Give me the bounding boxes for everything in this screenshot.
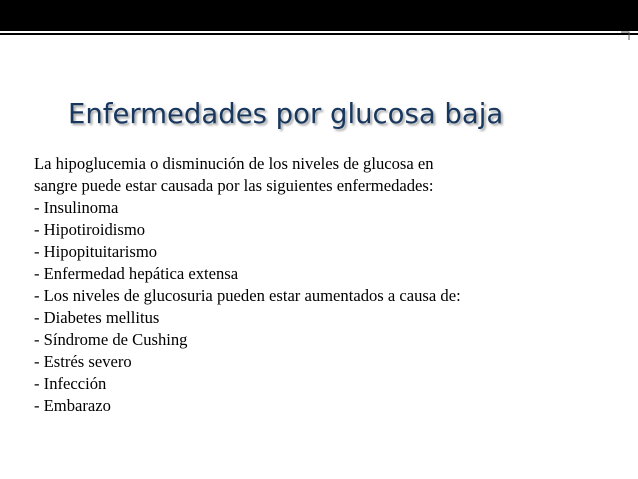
body-line: sangre puede estar causada por las siguientes enfermedades: [34,176,434,195]
body-line: La hipoglucemia o disminución de los niveles de glucosa en [34,154,434,173]
list-item: - Los niveles de glucosuria pueden estar aumentados a causa de: [34,286,461,305]
header-divider-line [0,33,638,35]
list-item: - Enfermedad hepática extensa [34,264,239,283]
list-item: - Embarazo [34,396,111,415]
slide-body [34,153,624,417]
corner-bracket-icon [620,31,630,41]
slide-title: Enfermedades por glucosa baja [68,98,504,130]
list-item: - Síndrome de Cushing [34,330,188,349]
header-bar [0,0,638,31]
list-item: - Estrés severo [34,352,132,371]
list-item: - Insulinoma [34,198,119,217]
list-item: - Infección [34,374,107,393]
list-item: - Hipotiroidismo [34,220,146,239]
list-item: - Hipopituitarismo [34,242,158,261]
list-item: - Diabetes mellitus [34,308,160,327]
